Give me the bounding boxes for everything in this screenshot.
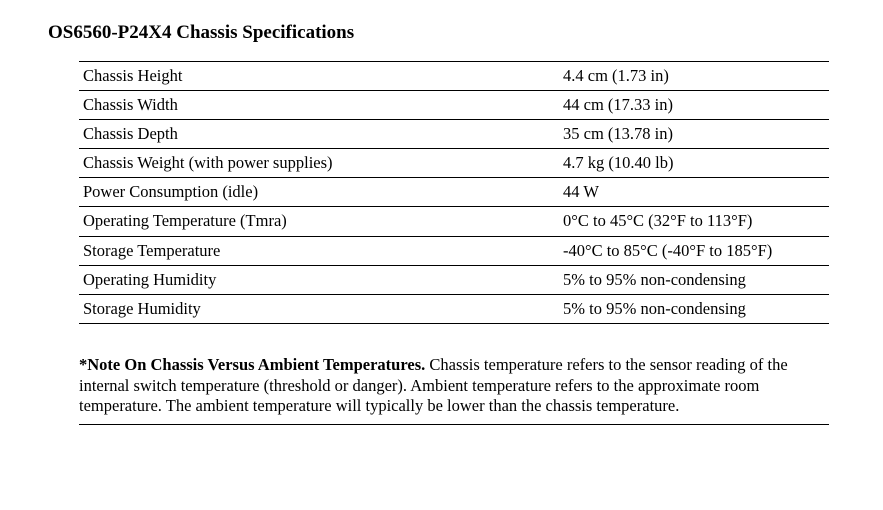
spec-label: Storage Temperature — [83, 240, 221, 260]
spec-value: 4.7 kg (10.40 lb) — [563, 153, 674, 173]
spec-label: Storage Humidity — [83, 298, 201, 318]
spec-label: Power Consumption (idle) — [83, 182, 259, 202]
spec-label: Chassis Height — [83, 66, 183, 85]
table-row — [79, 207, 829, 236]
table-row — [79, 295, 829, 324]
spec-label: Operating Humidity — [83, 269, 217, 289]
table-row — [79, 178, 829, 207]
temperature-note — [79, 355, 829, 425]
spec-value: 5% to 95% non-condensing — [563, 269, 746, 289]
spec-value: 5% to 95% non-condensing — [563, 298, 746, 318]
table-row — [79, 120, 829, 149]
spec-value: 4.4 cm (1.73 in) — [563, 66, 669, 85]
page-title: OS6560-P24X4 Chassis Specifications — [48, 22, 355, 43]
table-row — [79, 62, 829, 91]
spec-label: Chassis Depth — [83, 124, 178, 144]
spec-value: -40°C to 85°C (-40°F to 185°F) — [563, 240, 773, 260]
spec-label: Chassis Weight (with power supplies) — [83, 153, 333, 173]
spec-value: 44 cm (17.33 in) — [563, 95, 673, 115]
table-row — [79, 91, 829, 120]
specifications-table — [79, 61, 829, 324]
spec-label: Chassis Width — [83, 95, 178, 115]
note-heading: *Note On Chassis Versus Ambient Temperatures. — [79, 355, 426, 374]
spec-value: 0°C to 45°C (32°F to 113°F) — [563, 211, 753, 231]
table-row — [79, 266, 829, 295]
table-row — [79, 237, 829, 266]
spec-value: 44 W — [563, 182, 599, 202]
spec-value: 35 cm (13.78 in) — [563, 124, 673, 144]
note-body: Chassis temperature refers to the sensor reading of the internal switch temperature (threshold or danger). Ambient temperature refers to the approximate room temperature. The ambient temperature will typically be lower than the chassis temperature. — [79, 355, 788, 415]
table-row — [79, 149, 829, 178]
spec-label: Operating Temperature (Tmra) — [83, 211, 287, 231]
